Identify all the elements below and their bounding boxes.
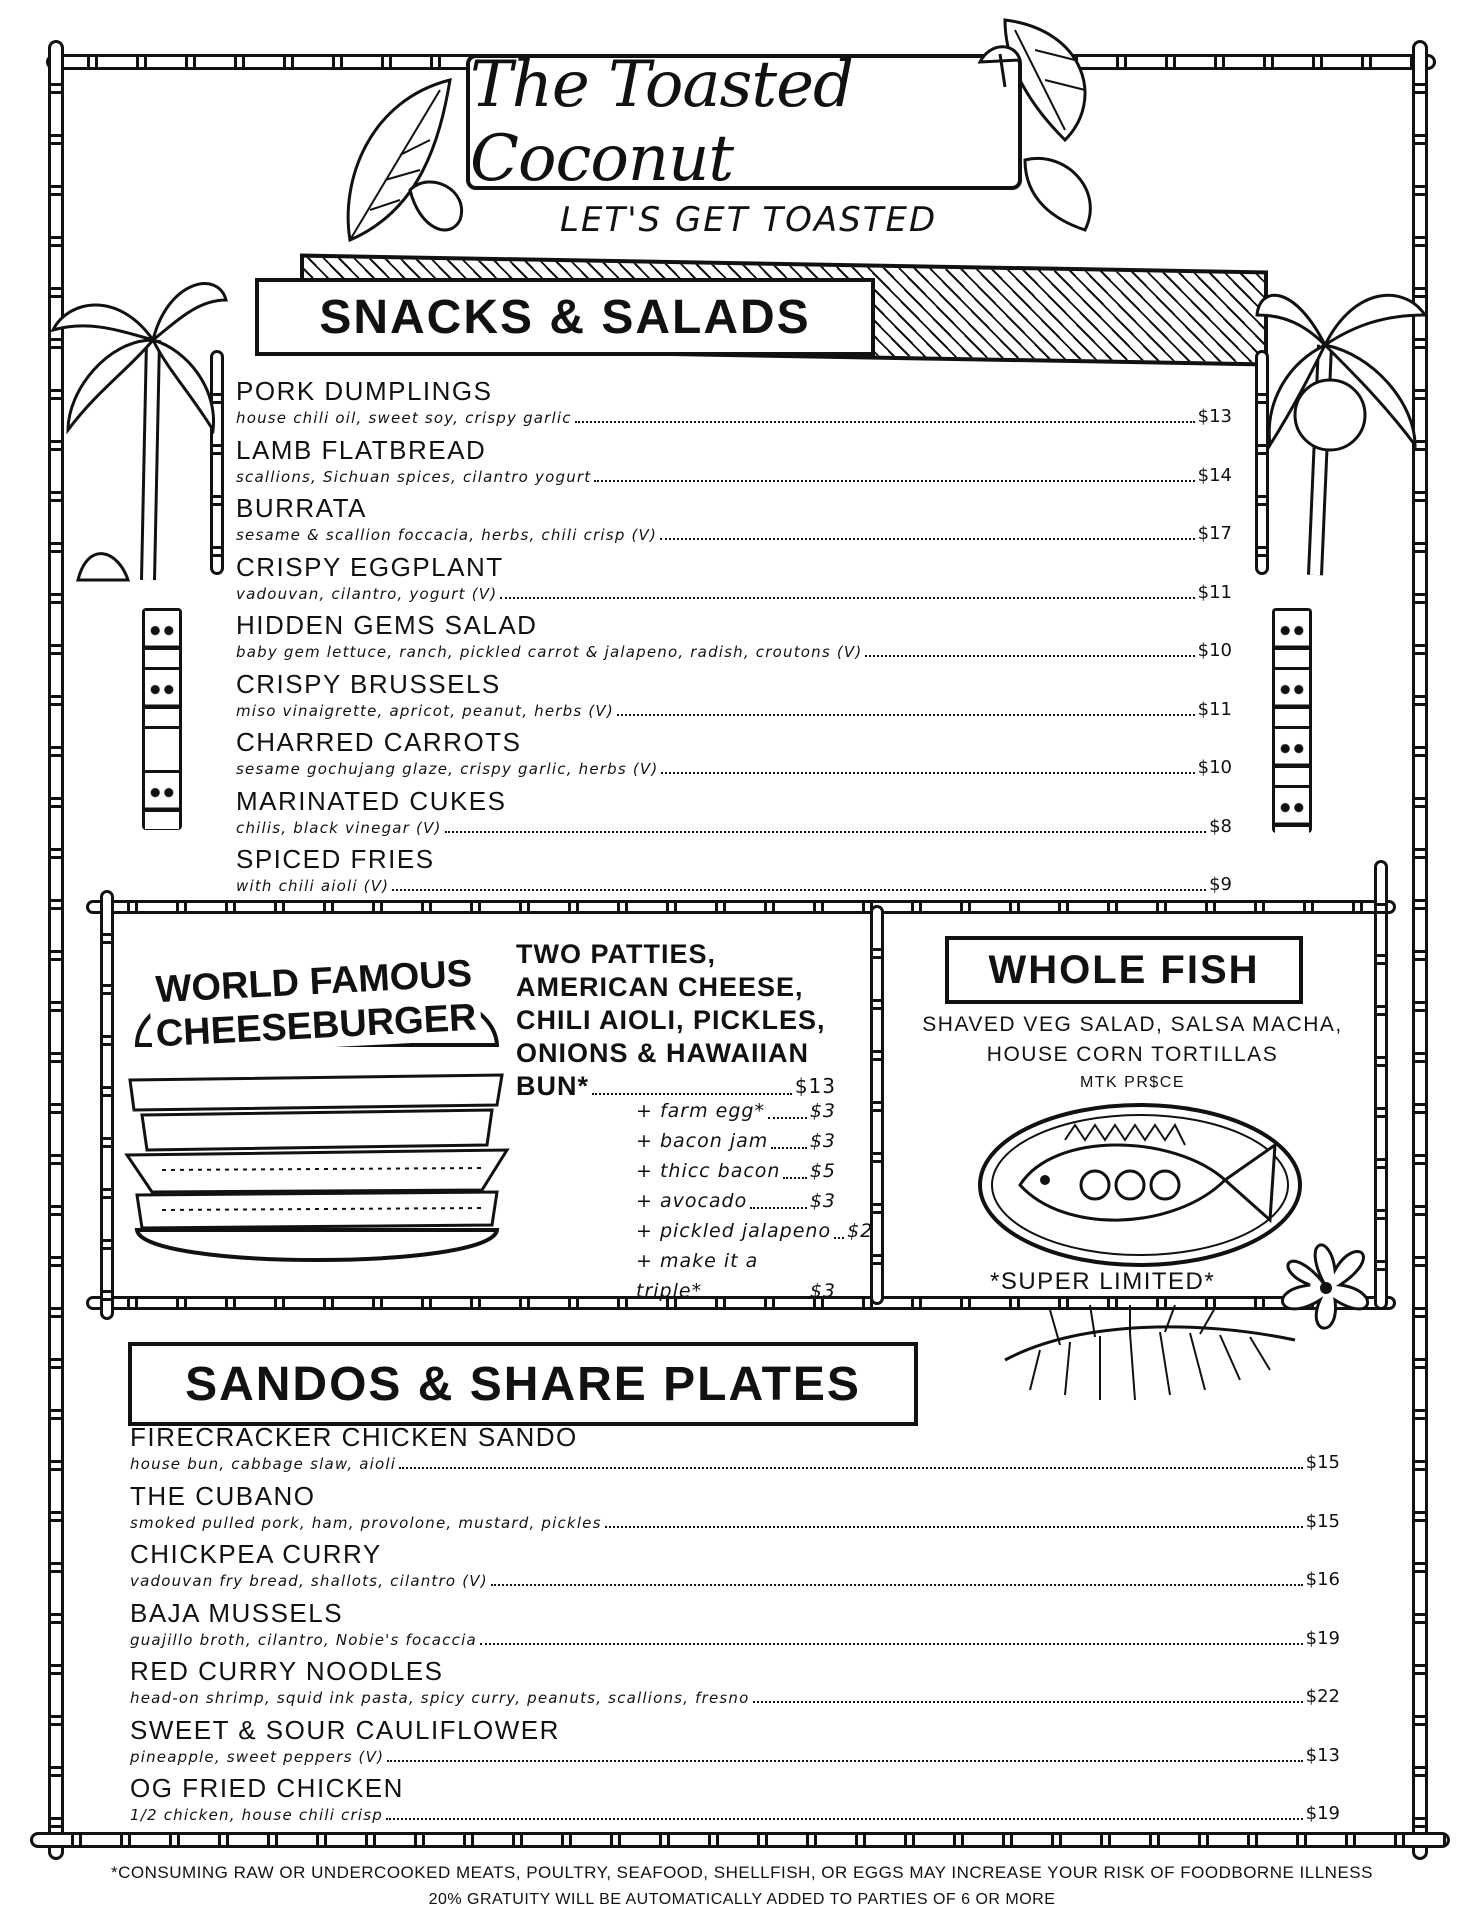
menu-item xyxy=(236,376,1232,434)
menu-item xyxy=(130,1422,1340,1480)
menu-item-description: chilis, black vinegar (V) xyxy=(236,818,442,837)
leader-dots xyxy=(445,831,1207,833)
menu-item-price: $11 xyxy=(1197,581,1232,603)
menu-item-name: SWEET & SOUR CAULIFLOWER xyxy=(130,1714,560,1745)
addon-triple-line2: triple* xyxy=(636,1280,703,1302)
menu-item xyxy=(236,610,1232,668)
menu-item-description: with chili aioli (V) xyxy=(236,877,390,895)
menu-item-price: $15 xyxy=(1305,1452,1340,1473)
burger-badge xyxy=(148,951,482,1056)
leader-dots xyxy=(387,1760,1303,1762)
bamboo-frame-bottom xyxy=(30,1832,1450,1848)
leader-dots xyxy=(491,1584,1303,1586)
menu-item-name: CHICKPEA CURRY xyxy=(130,1539,382,1569)
whole-fish-desc-line2: HOUSE CORN TORTILLAS xyxy=(986,1043,1279,1066)
menu-item-description: vadouvan, cilantro, yogurt (V) xyxy=(236,584,498,603)
menu-item xyxy=(130,1481,1340,1539)
menu-item-description: sesame & scallion foccacia, herbs, chili crisp (V) xyxy=(236,526,658,544)
menu-item-name: OG FRIED CHICKEN xyxy=(130,1773,404,1803)
leader-dots xyxy=(753,1701,1303,1703)
leader-dots xyxy=(500,597,1194,599)
leaf-left-illustration xyxy=(330,60,480,260)
menu-item-name: RED CURRY NOODLES xyxy=(130,1656,444,1686)
menu-item xyxy=(236,669,1232,727)
menu-item xyxy=(130,1539,1340,1597)
burger-addon xyxy=(636,1156,836,1186)
menu-item-description: 1/2 chicken, house chili crisp xyxy=(130,1806,383,1824)
leader-dots xyxy=(661,772,1194,774)
menu-item-name: CHARRED CARROTS xyxy=(236,727,522,757)
menu-item-description: house chili oil, sweet soy, crispy garlic xyxy=(236,409,572,427)
menu-item-description: head-on shrimp, squid ink pasta, spicy curry, peanuts, scallions, fresno xyxy=(130,1689,750,1707)
addon-label: + pickled jalapeno xyxy=(636,1220,832,1242)
tiki-totem-left-lower xyxy=(142,770,182,830)
menu-item-price: $13 xyxy=(1197,406,1232,427)
burger-addon xyxy=(636,1126,836,1156)
menu-item xyxy=(236,493,1232,551)
footer-gratuity: 20% GRATUITY WILL BE AUTOMATICALLY ADDED TO PARTIES OF 6 OR MORE xyxy=(428,1891,1056,1908)
menu-item xyxy=(236,552,1232,610)
menu-item-name: SPICED FRIES xyxy=(236,844,435,874)
burger-desc-line: CHILI AIOLI, PICKLES, xyxy=(516,1005,826,1035)
super-limited-note: *SUPER LIMITED* xyxy=(990,1268,1216,1295)
leader-dots xyxy=(575,421,1195,423)
leader-dots xyxy=(660,538,1195,540)
menu-item-name: BURRATA xyxy=(236,493,367,523)
menu-item-name: FIRECRACKER CHICKEN SANDO xyxy=(130,1422,578,1452)
palm-tree-left-icon xyxy=(48,250,228,590)
fish-platter-illustration xyxy=(975,1100,1305,1270)
leader-dots xyxy=(386,1818,1303,1820)
burger-desc-line: ONIONS & HAWAIIAN xyxy=(516,1038,810,1068)
sandos-heading xyxy=(128,1342,918,1426)
menu-item-price: $8 xyxy=(1209,815,1232,837)
leader-dots xyxy=(783,1156,806,1179)
menu-item xyxy=(130,1598,1340,1656)
burger-desc-line: AMERICAN CHEESE, xyxy=(516,972,804,1002)
addon-price: $3 xyxy=(809,1100,836,1122)
menu-item-name: CRISPY EGGPLANT xyxy=(236,551,504,582)
menu-item xyxy=(130,1773,1340,1831)
sandos-heading-text: SANDOS & SHARE PLATES xyxy=(185,1357,861,1411)
burger-desc-last-line: BUN* xyxy=(516,1071,590,1101)
palm-leaf-illustration xyxy=(1000,1300,1300,1410)
menu-item-price: $9 xyxy=(1209,874,1232,895)
menu-item-price: $13 xyxy=(1305,1744,1340,1766)
leader-dots xyxy=(399,1467,1302,1469)
snacks-heading xyxy=(255,278,875,356)
addon-label: + farm egg* xyxy=(636,1100,765,1122)
tiki-totem-right xyxy=(1272,608,1312,833)
menu-item-price: $14 xyxy=(1197,464,1232,486)
menu-item-price: $11 xyxy=(1197,698,1232,720)
burger-addon xyxy=(636,1186,836,1216)
menu-item-price: $17 xyxy=(1197,523,1232,544)
leader-dots xyxy=(771,1126,807,1149)
cocktail-umbrella-icon xyxy=(975,42,1025,92)
addon-triple xyxy=(636,1246,836,1306)
burger-badge-line1: WORLD FAMOUS xyxy=(154,952,474,1012)
palm-tree-right-icon xyxy=(1255,255,1430,585)
restaurant-name-sign xyxy=(466,48,1022,196)
burger-badge-line2: CHEESEBURGER xyxy=(154,996,478,1056)
menu-item-price: $16 xyxy=(1305,1569,1340,1590)
tiki-totem-left xyxy=(142,608,182,788)
burger-price: $13 xyxy=(794,1074,836,1098)
leader-dots xyxy=(750,1186,807,1209)
whole-fish-price-note: MTK PR$CE xyxy=(1079,1074,1186,1091)
addon-label: + bacon jam xyxy=(636,1130,769,1152)
burger-addons xyxy=(636,1096,874,1246)
leader-dots xyxy=(768,1096,807,1119)
menu-item-description: scallions, Sichuan spices, cilantro yogurt xyxy=(236,467,592,486)
addon-label: + thicc bacon xyxy=(636,1160,781,1182)
menu-item xyxy=(236,844,1232,902)
menu-item-price: $10 xyxy=(1197,640,1232,661)
addon-price: $3 xyxy=(809,1190,836,1212)
footer-disclaimer: *CONSUMING RAW OR UNDERCOOKED MEATS, POULTRY, SEAFOOD, SHELLFISH, OR EGGS MAY INCREASE YOUR RISK OF FOODBORNE ILLNESS xyxy=(111,1863,1373,1882)
whole-fish-heading xyxy=(945,936,1303,1004)
menu-item-description: baby gem lettuce, ranch, pickled carrot & jalapeno, radish, croutons (V) xyxy=(236,643,863,661)
whole-fish-description xyxy=(895,1010,1370,1096)
menu-item-price: $19 xyxy=(1305,1627,1340,1649)
addon-triple-line1: + make it a xyxy=(636,1250,759,1272)
addon-price: $3 xyxy=(809,1130,836,1152)
menu-item-name: CRISPY BRUSSELS xyxy=(236,668,501,699)
menu-item-name: HIDDEN GEMS SALAD xyxy=(236,610,538,640)
burger-addon xyxy=(636,1216,874,1246)
burger-addon xyxy=(636,1096,836,1126)
menu-item xyxy=(236,435,1232,493)
menu-item-price: $10 xyxy=(1197,757,1232,778)
menu-item-description: house bun, cabbage slaw, aioli xyxy=(130,1455,397,1473)
addon-triple-price: $3 xyxy=(809,1280,836,1302)
menu-item xyxy=(236,786,1232,844)
menu-item-description: guajillo broth, cilantro, Nobie's focaccia xyxy=(130,1630,477,1649)
menu-item-description: smoked pulled pork, ham, provolone, mustard, pickles xyxy=(130,1513,602,1532)
leader-dots xyxy=(480,1643,1303,1645)
middle-frame-left xyxy=(100,890,114,1320)
whole-fish-heading-text: WHOLE FISH xyxy=(988,947,1260,992)
menu-item xyxy=(130,1656,1340,1714)
leader-dots xyxy=(392,889,1206,891)
menu-item-name: MARINATED CUKES xyxy=(236,785,507,816)
menu-item-name: THE CUBANO xyxy=(130,1480,316,1511)
burger-desc-line: TWO PATTIES, xyxy=(516,939,716,969)
snacks-heading-text: SNACKS & SALADS xyxy=(319,290,811,344)
menu-item-description: sesame gochujang glaze, crispy garlic, herbs (V) xyxy=(236,760,659,778)
menu-item-price: $15 xyxy=(1305,1510,1340,1532)
addon-price: $5 xyxy=(809,1160,836,1182)
menu-item-name: PORK DUMPLINGS xyxy=(236,376,493,406)
menu-item-name: LAMB FLATBREAD xyxy=(236,434,487,465)
menu-item-price: $19 xyxy=(1305,1803,1340,1824)
restaurant-name: The Toasted Coconut xyxy=(470,48,853,196)
middle-frame-top xyxy=(86,900,1396,914)
leader-dots xyxy=(605,1526,1303,1528)
menu-item-description: miso vinaigrette, apricot, peanut, herbs (V) xyxy=(236,701,614,720)
burger-description xyxy=(516,938,866,1103)
menu-item-name: BAJA MUSSELS xyxy=(130,1597,344,1628)
tagline: LET'S GET TOASTED xyxy=(560,200,938,240)
addon-price: $2 xyxy=(847,1220,874,1242)
leader-dots xyxy=(834,1216,844,1239)
menu-item xyxy=(130,1715,1340,1773)
whole-fish-desc-line1: SHAVED VEG SALAD, SALSA MACHA, xyxy=(922,1013,1343,1036)
menu-item-price: $22 xyxy=(1305,1686,1340,1707)
addon-label: + avocado xyxy=(636,1190,748,1212)
leader-dots xyxy=(617,714,1195,716)
menu-item xyxy=(236,727,1232,785)
menu-item-description: vadouvan fry bread, shallots, cilantro (V) xyxy=(130,1572,488,1590)
menu-item-description: pineapple, sweet peppers (V) xyxy=(130,1747,385,1766)
leader-dots xyxy=(594,480,1194,482)
leader-dots xyxy=(865,655,1194,657)
